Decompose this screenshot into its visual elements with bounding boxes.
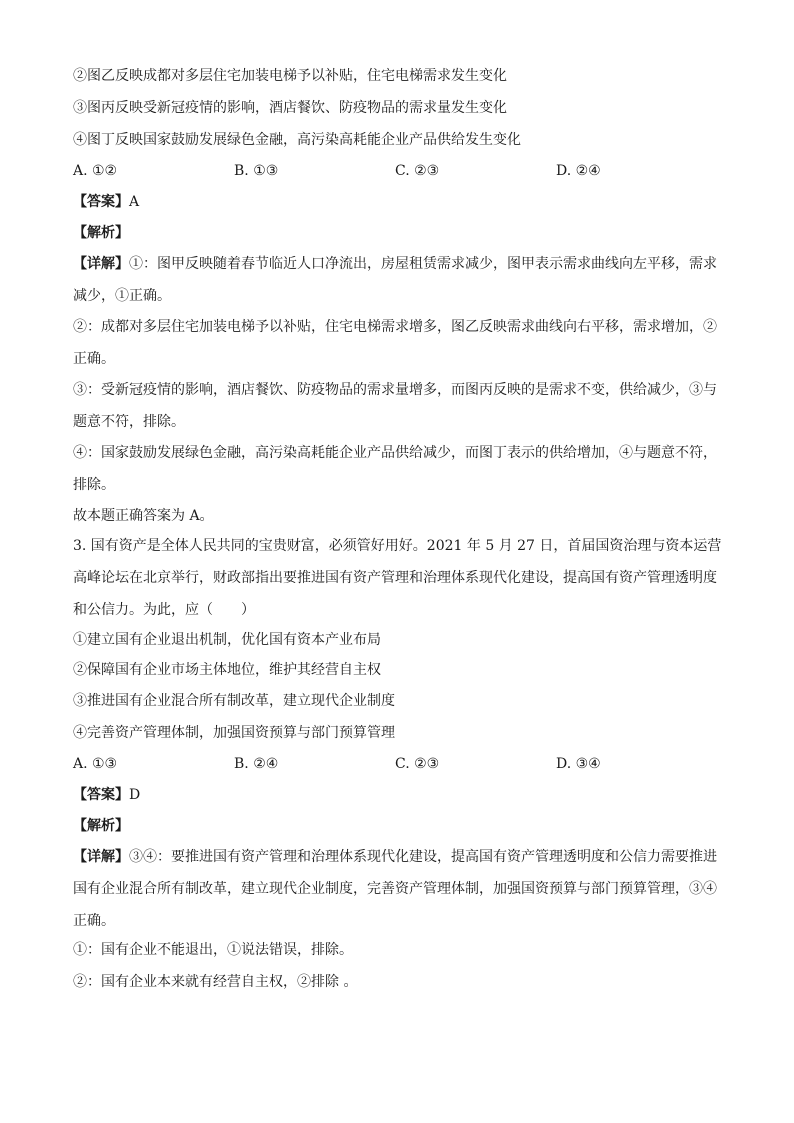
q2-answer — [73, 192, 139, 212]
detail-text: ①：图甲反映随着春节临近人口净流出，房屋租赁需求减少，图甲表示需求曲线向左平移，需求减少，①正确。 — [73, 256, 717, 304]
q3-statement-1: ①建立国有企业退出机制，优化国有资本产业布局 — [73, 632, 381, 648]
detail-label: 【详解】 — [73, 256, 129, 272]
q3-detail-3: ②：国有企业本来就有经营自主权，②排除 。 — [73, 974, 358, 990]
detail-text: ③④：要推进国有资产管理和治理体系现代化建设，提高国有资产管理透明度和公信力需要推进国有企业混合所有制改革，建立现代企业制度，完善资产管理体制，加强国资预算与部门预算管理，③④正确。 — [73, 849, 717, 929]
answer-value: D — [129, 787, 141, 803]
answer-value: A — [129, 194, 140, 210]
q2-option-c: C. ②③ — [395, 163, 440, 179]
q2-statement-3: ③图丙反映受新冠疫情的影响，酒店餐饮、防疫物品的需求量发生变化 — [73, 100, 507, 116]
q2-detail-2: ②：成都对多层住宅加装电梯予以补贴，住宅电梯需求增多，图乙反映需求曲线向右平移，需求增加，②正确。 — [73, 319, 717, 367]
q2-detail-3: ③：受新冠疫情的影响，酒店餐饮、防疫物品的需求量增多，而图丙反映的是需求不变，供给减少，③与题意不符，排除。 — [73, 382, 717, 430]
answer-label: 【答案】 — [73, 194, 129, 210]
q2-analysis-label: 【解析】 — [73, 225, 129, 241]
q3-detail-2: ①：国有企业不能退出，①说法错误，排除。 — [73, 942, 353, 958]
answer-label: 【答案】 — [73, 787, 129, 803]
q2-detail-1 — [73, 248, 723, 312]
q2-conclusion: 故本题正确答案为 A。 — [73, 508, 214, 524]
q3-option-b: B. ②④ — [234, 756, 279, 772]
q3-option-d: D. ③④ — [556, 756, 601, 772]
q3-statement-2: ②保障国有企业市场主体地位，维护其经营自主权 — [73, 662, 381, 678]
q2-statement-4: ④图丁反映国家鼓励发展绿色金融，高污染高耗能企业产品供给发生变化 — [73, 132, 521, 148]
q2-statement-2: ②图乙反映成都对多层住宅加装电梯予以补贴，住宅电梯需求发生变化 — [73, 68, 507, 84]
q2-option-a: A. ①② — [73, 163, 118, 179]
q3-option-a: A. ①③ — [73, 756, 118, 772]
q3-statement-4: ④完善资产管理体制，加强国资预算与部门预算管理 — [73, 725, 395, 741]
q3-stem: 3. 国有资产是全体人民共同的宝贵财富，必须管好用好。2021 年 5 月 27 日，首届国资治理与资本运营高峰论坛在北京举行，财政部指出要推进国有资产管理和治理体系现代化建设，提高国有资产管理透明度和公信力。为此，应（ ） — [73, 538, 722, 618]
q2-option-b: B. ①③ — [234, 163, 279, 179]
q2-option-d: D. ②④ — [556, 163, 601, 179]
q3-detail-1 — [73, 841, 723, 937]
q2-detail-4: ④：国家鼓励发展绿色金融，高污染高耗能企业产品供给减少，而图丁表示的供给增加，④与题意不符，排除。 — [73, 445, 717, 493]
q3-statement-3: ③推进国有企业混合所有制改革，建立现代企业制度 — [73, 693, 395, 709]
q3-option-c: C. ②③ — [395, 756, 440, 772]
q3-answer — [73, 785, 140, 805]
detail-label: 【详解】 — [73, 849, 129, 865]
q3-analysis-label: 【解析】 — [73, 818, 129, 834]
